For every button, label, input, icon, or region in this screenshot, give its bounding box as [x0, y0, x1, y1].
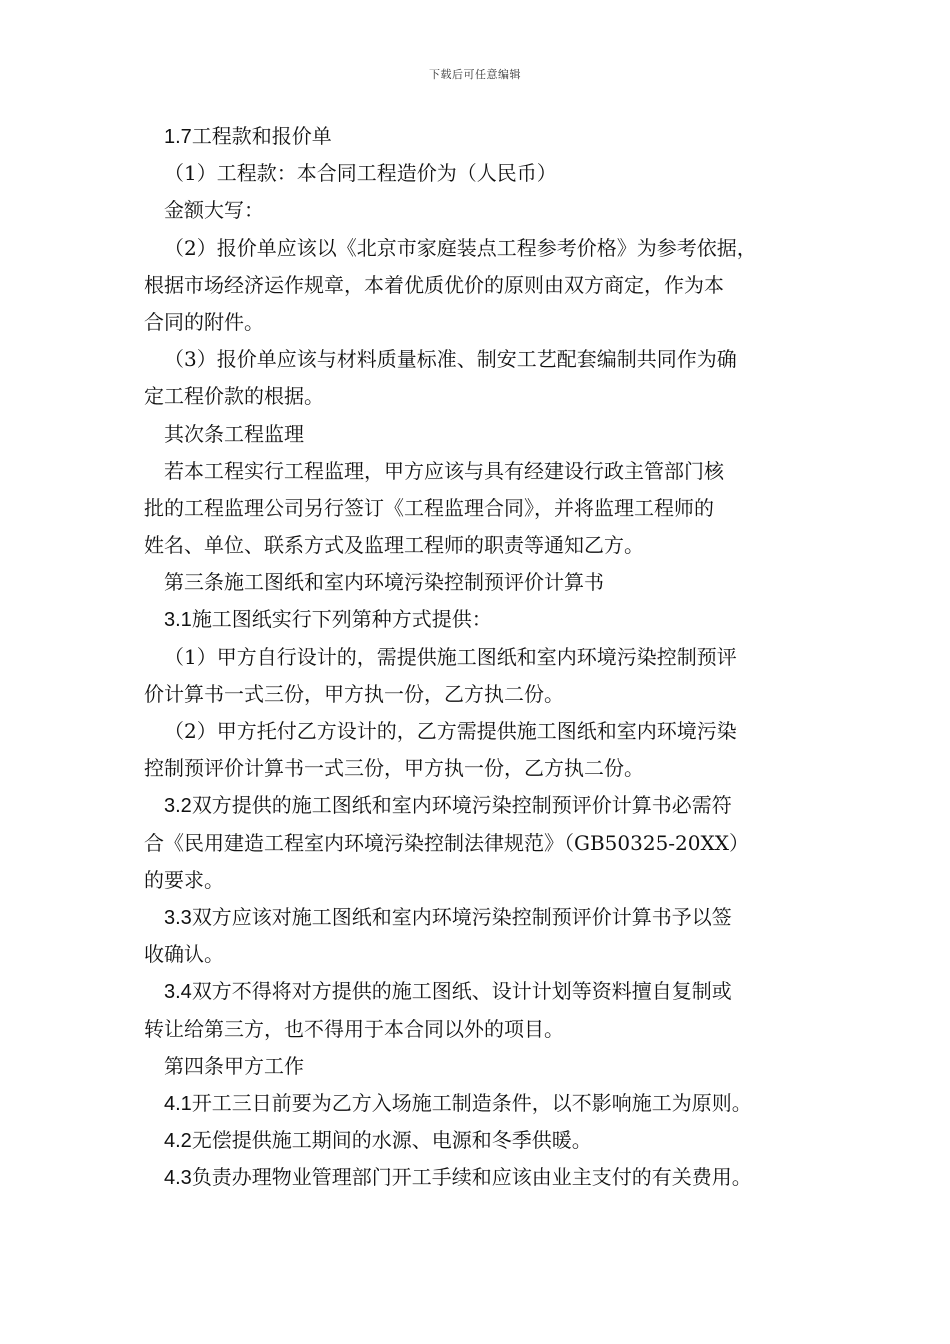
header-note: 下载后可任意编辑: [429, 68, 521, 81]
paragraph-line: （1）工程款：本合同工程造价为（人民币）: [164, 161, 557, 186]
section-heading-3-2: 3.2双方提供的施工图纸和室内环境污染控制预评价计算书必需符: [164, 793, 732, 818]
paragraph-line: 收确认。: [144, 942, 224, 967]
section-heading-4-1: 4.1开工三日前要为乙方入场施工制造条件，以不影响施工为原则。: [164, 1090, 752, 1115]
paragraph-line: （2）报价单应该以《北京市家庭装点工程参考价格》为参考依据，: [164, 235, 757, 260]
article-heading: 第四条甲方工作: [164, 1053, 304, 1078]
paragraph-line: 批的工程监理公司另行签订《工程监理合同》，并将监理工程师的: [144, 495, 714, 520]
paragraph-line: 定工程价款的根据。: [144, 384, 324, 409]
section-heading-3-4: 3.4双方不得将对方提供的施工图纸、设计计划等资料擅自复制或: [164, 979, 732, 1004]
article-heading: 其次条工程监理: [164, 421, 304, 446]
paragraph-line: 转让给第三方，也不得用于本合同以外的项目。: [144, 1016, 564, 1041]
paragraph-line: （2）甲方托付乙方设计的，乙方需提供施工图纸和室内环境污染: [164, 719, 737, 743]
paragraph-line: 根据市场经济运作规章，本着优质优价的原则由双方商定，作为本: [144, 272, 724, 297]
paragraph-line: 若本工程实行工程监理，甲方应该与具有经建设行政主管部门核: [164, 458, 724, 483]
section-heading-4-3: 4.3负责办理物业管理部门开工手续和应该由业主支付的有关费用。: [164, 1165, 752, 1190]
paragraph-line: 控制预评价计算书一式三份，甲方执一份，乙方执二份。: [144, 756, 644, 781]
paragraph-line: 合同的附件。: [144, 309, 264, 334]
section-heading-3-1: 3.1施工图纸实行下列第种方式提供：: [164, 607, 492, 632]
paragraph-line: （3）报价单应该与材料质量标准、制安工艺配套编制共同作为确: [164, 347, 737, 372]
section-heading-3-3: 3.3双方应该对施工图纸和室内环境污染控制预评价计算书予以签: [164, 904, 732, 929]
paragraph-line: （1）甲方自行设计的，需提供施工图纸和室内环境污染控制预评: [164, 644, 737, 669]
article-heading: 第三条施工图纸和室内环境污染控制预评价计算书: [164, 570, 604, 595]
section-heading-4-2: 4.2无偿提供施工期间的水源、电源和冬季供暖。: [164, 1128, 592, 1153]
section-heading-1-7: 1.7工程款和报价单: [164, 124, 332, 148]
paragraph-line: 金额大写：: [164, 198, 264, 223]
document-body: [144, 118, 812, 1196]
paragraph-line: 姓名、单位、联系方式及监理工程师的职责等通知乙方。: [144, 533, 644, 558]
paragraph-line: 的要求。: [144, 867, 224, 892]
paragraph-line: 价计算书一式三份，甲方执一份，乙方执二份。: [144, 681, 564, 706]
paragraph-line: 合《民用建造工程室内环境污染控制法律规范》（GB50325-20XX）: [144, 830, 749, 855]
